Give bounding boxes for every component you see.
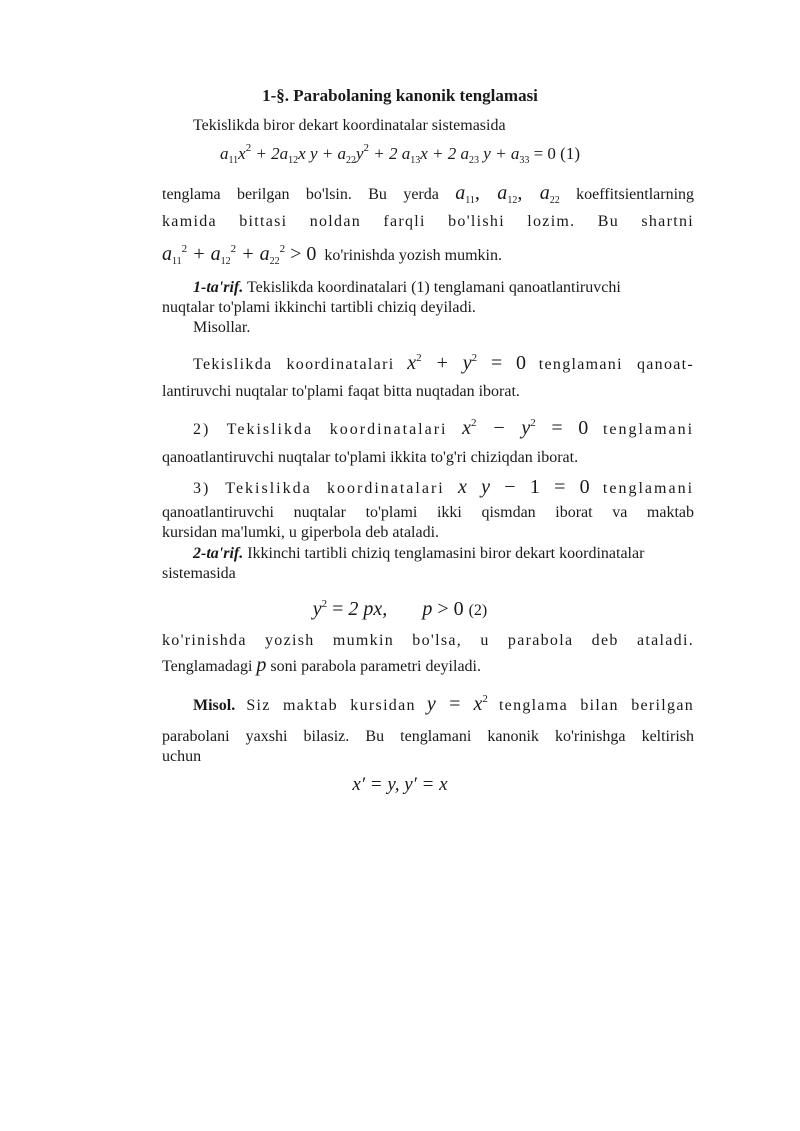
definition-1-label: 1-ta'rif. (193, 279, 244, 296)
misol-line-3: uchun (162, 748, 202, 765)
after-def-2-line-2: Tenglamadagi p soni parabola parametri deyiladi. (162, 654, 481, 676)
definition-2-label: 2-ta'rif. (193, 545, 244, 562)
intro-text: Tekislikda biror dekart koordinatalar sistemasida (193, 117, 506, 134)
equation-3: x′ = y, y′ = x (352, 774, 448, 795)
paragraph-1-line-3: $a_{11}^2 + a_{12}^2 + a_{22}^2 > 0$ ko'rinishda yozish mumkin. (162, 243, 502, 267)
equation-1-number: (1) (560, 144, 580, 163)
equation-2: $y^2 = 2$ px, p > 0 (2) (312, 598, 488, 620)
example-2-line-2: qanoatlantiruvchi nuqtalar to'plami ikkita to'g'ri chiziqdan iborat. (162, 449, 579, 466)
after-def-2-line-1: ko'rinishda yozish mumkin bo'lsa, u parabola deb ataladi. (162, 632, 694, 649)
example-1-line-1: Tekislikda koordinatalari $x^2 + y^2 = 0$ tenglamani qanoat- (193, 352, 695, 374)
equation-2-number: (2) (468, 602, 488, 619)
definition-2-line-1: 2-ta'rif. Ikkinchi tartibli chiziq tenglamasini biror dekart koordinatalar (193, 545, 645, 562)
misol-line-1: Misol. Siz maktab kursidan $y = x^2$ tenglama bilan berilgan (193, 693, 695, 715)
section-heading: 1-§. Parabolaning kanonik tenglamasi (262, 86, 538, 105)
definition-1-line-1: 1-ta'rif. Tekislikda koordinatalari (1) tenglamani qanoatlantiruvchi (193, 279, 621, 296)
equation-1: $a_{11}x^2 + 2a_{12}x$ $y + a_{22}y^2 + 2$ $a_{13}x + 2$ $a_{23}$ $y + a_{33} = 0$ (1) (220, 142, 580, 166)
examples-label: Misollar. (193, 319, 251, 336)
example-3-line-1: 3) Tekislikda koordinatalari x y − 1 = 0 tenglamani (193, 476, 695, 498)
definition-1-line-2: nuqtalar to'plami ikkinchi tartibli chiziq deyiladi. (162, 299, 476, 316)
example-3-line-3: kursidan ma'lumki, u giperbola deb ataladi. (162, 524, 440, 541)
paragraph-1-line-1: tenglama berilgan bo'lsin. Bu yerda $a_{11}$, $a_{12}$, $a_{22}$ koeffitsientlarning (162, 182, 695, 206)
example-2-line-1: 2) Tekislikda koordinatalari $x^2 - y^2 = 0$ tenglamani (193, 417, 695, 439)
misol-line-2: parabolani yaxshi bilasiz. Bu tenglamani kanonik ko'rinishga keltirish (162, 728, 694, 745)
example-1-line-2: lantiruvchi nuqtalar to'plami faqat bitta nuqtadan iborat. (162, 383, 520, 400)
example-3-line-2: qanoatlantiruvchi nuqtalar to'plami ikki qismdan iborat va maktab (162, 504, 694, 521)
misol-label: Misol. (193, 697, 236, 714)
paragraph-1-line-2: kamida bittasi noldan farqli bo'lishi lozim. Bu shartni (162, 213, 694, 230)
definition-2-line-2: sistemasida (162, 565, 236, 582)
